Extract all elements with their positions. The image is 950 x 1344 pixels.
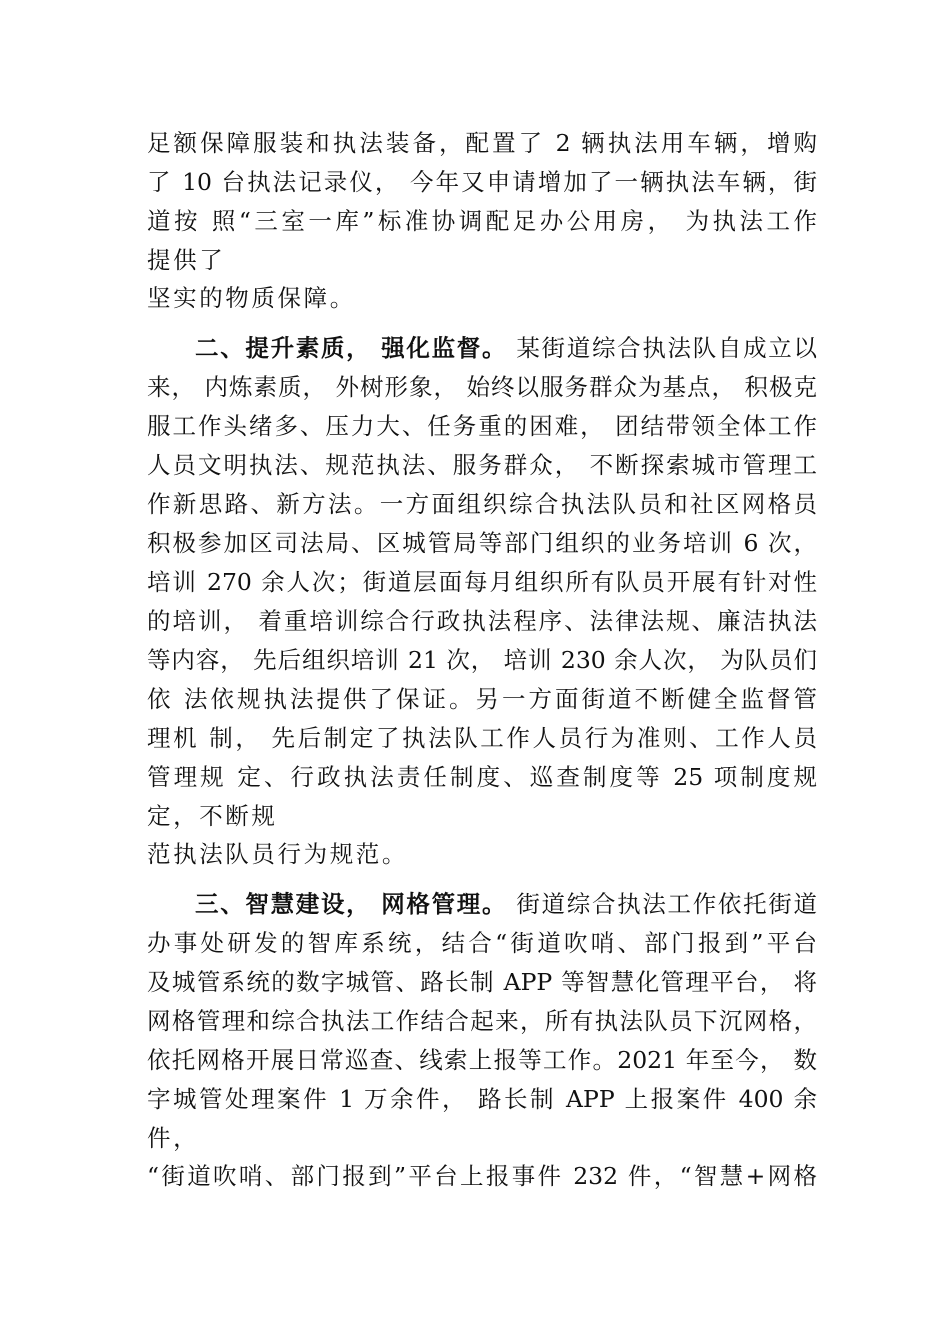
- line-text: 提供了: [147, 246, 226, 274]
- text-line: [147, 1161, 817, 1191]
- text-line: [147, 372, 817, 402]
- line-text: 网格管理和综合执法工作结合起来，所有执法队员下沉网格，: [147, 1007, 817, 1035]
- text-line: [147, 645, 817, 675]
- text-line: [147, 128, 817, 158]
- text-line: [147, 839, 408, 869]
- section-heading-line: [147, 889, 817, 919]
- line-text: 积极参加区司法局、区城管局等部门组织的业务培训 6 次，: [147, 529, 817, 557]
- section-heading: 二、提升素质， 强化监督。: [195, 334, 508, 362]
- text-line: [147, 245, 225, 275]
- text-line: [147, 283, 356, 313]
- text-line: [147, 606, 817, 636]
- text-line: [147, 567, 817, 597]
- line-text: 办事处研发的智库系统，结合“街道吹哨、部门报到”平台: [147, 929, 817, 957]
- line-text: 坚实的物质保障。: [147, 284, 356, 312]
- line-text: 来， 内炼素质， 外树形象， 始终以服务群众为基点， 积极克: [147, 373, 817, 401]
- text-line: [147, 928, 817, 958]
- line-text: 服工作头绪多、压力大、任务重的困难， 团结带领全体工作: [147, 412, 817, 440]
- line-text: 等内容， 先后组织培训 21 次， 培训 230 余人次， 为队员们: [147, 646, 817, 674]
- line-text: 道按 照“三室一库”标准协调配足办公用房， 为执法工作: [147, 207, 817, 235]
- text-line: [147, 762, 817, 792]
- line-text: 了 10 台执法记录仪， 今年又申请增加了一辆执法车辆，街: [147, 168, 817, 196]
- line-text: 街道综合执法工作依托街道: [507, 890, 817, 918]
- line-text: 的培训， 着重培训综合行政执法程序、法律法规、廉洁执法: [147, 607, 817, 635]
- line-text: 理机 制， 先后制定了执法队工作人员行为准则、工作人员: [147, 724, 817, 752]
- line-text: 范执法队员行为规范。: [147, 840, 408, 868]
- line-text: 依 法依规执法提供了保证。另一方面街道不断健全监督管: [147, 685, 817, 713]
- line-text: “街道吹哨、部门报到”平台上报事件 232 件，“智慧+网格: [147, 1162, 817, 1190]
- text-line: [147, 1123, 199, 1153]
- line-text: 作新思路、新方法。一方面组织综合执法队员和社区网格员: [147, 490, 817, 518]
- text-line: [147, 1006, 817, 1036]
- line-text: 及城管系统的数字城管、路长制 APP 等智慧化管理平台， 将: [147, 968, 817, 996]
- line-text: 定，不断规: [147, 802, 278, 830]
- line-text: 依托网格开展日常巡查、线索上报等工作。2021 年至今， 数: [147, 1046, 817, 1074]
- text-line: [147, 450, 817, 480]
- text-line: [147, 967, 817, 997]
- line-text: 人员文明执法、规范执法、服务群众， 不断探索城市管理工: [147, 451, 817, 479]
- text-line: [147, 1084, 817, 1114]
- text-line: [147, 206, 817, 236]
- text-line: [147, 801, 278, 831]
- section-heading-line: [147, 333, 817, 363]
- text-line: [147, 723, 817, 753]
- text-line: [147, 167, 817, 197]
- line-text: 字城管处理案件 1 万余件， 路长制 APP 上报案件 400 余: [147, 1085, 817, 1113]
- text-line: [147, 489, 817, 519]
- line-text: 件，: [147, 1124, 200, 1152]
- line-text: 管理规 定、行政执法责任制度、巡查制度等 25 项制度规: [147, 763, 817, 791]
- text-line: [147, 1045, 817, 1075]
- line-text: 培训 270 余人次；街道层面每月组织所有队员开展有针对性: [147, 568, 817, 596]
- line-text: 某街道综合执法队自成立以: [507, 334, 817, 362]
- text-line: [147, 411, 817, 441]
- text-line: [147, 528, 817, 558]
- line-text: 足额保障服装和执法装备，配置了 2 辆执法用车辆，增购: [147, 129, 817, 157]
- text-line: [147, 684, 817, 714]
- section-heading: 三、智慧建设， 网格管理。: [195, 890, 508, 918]
